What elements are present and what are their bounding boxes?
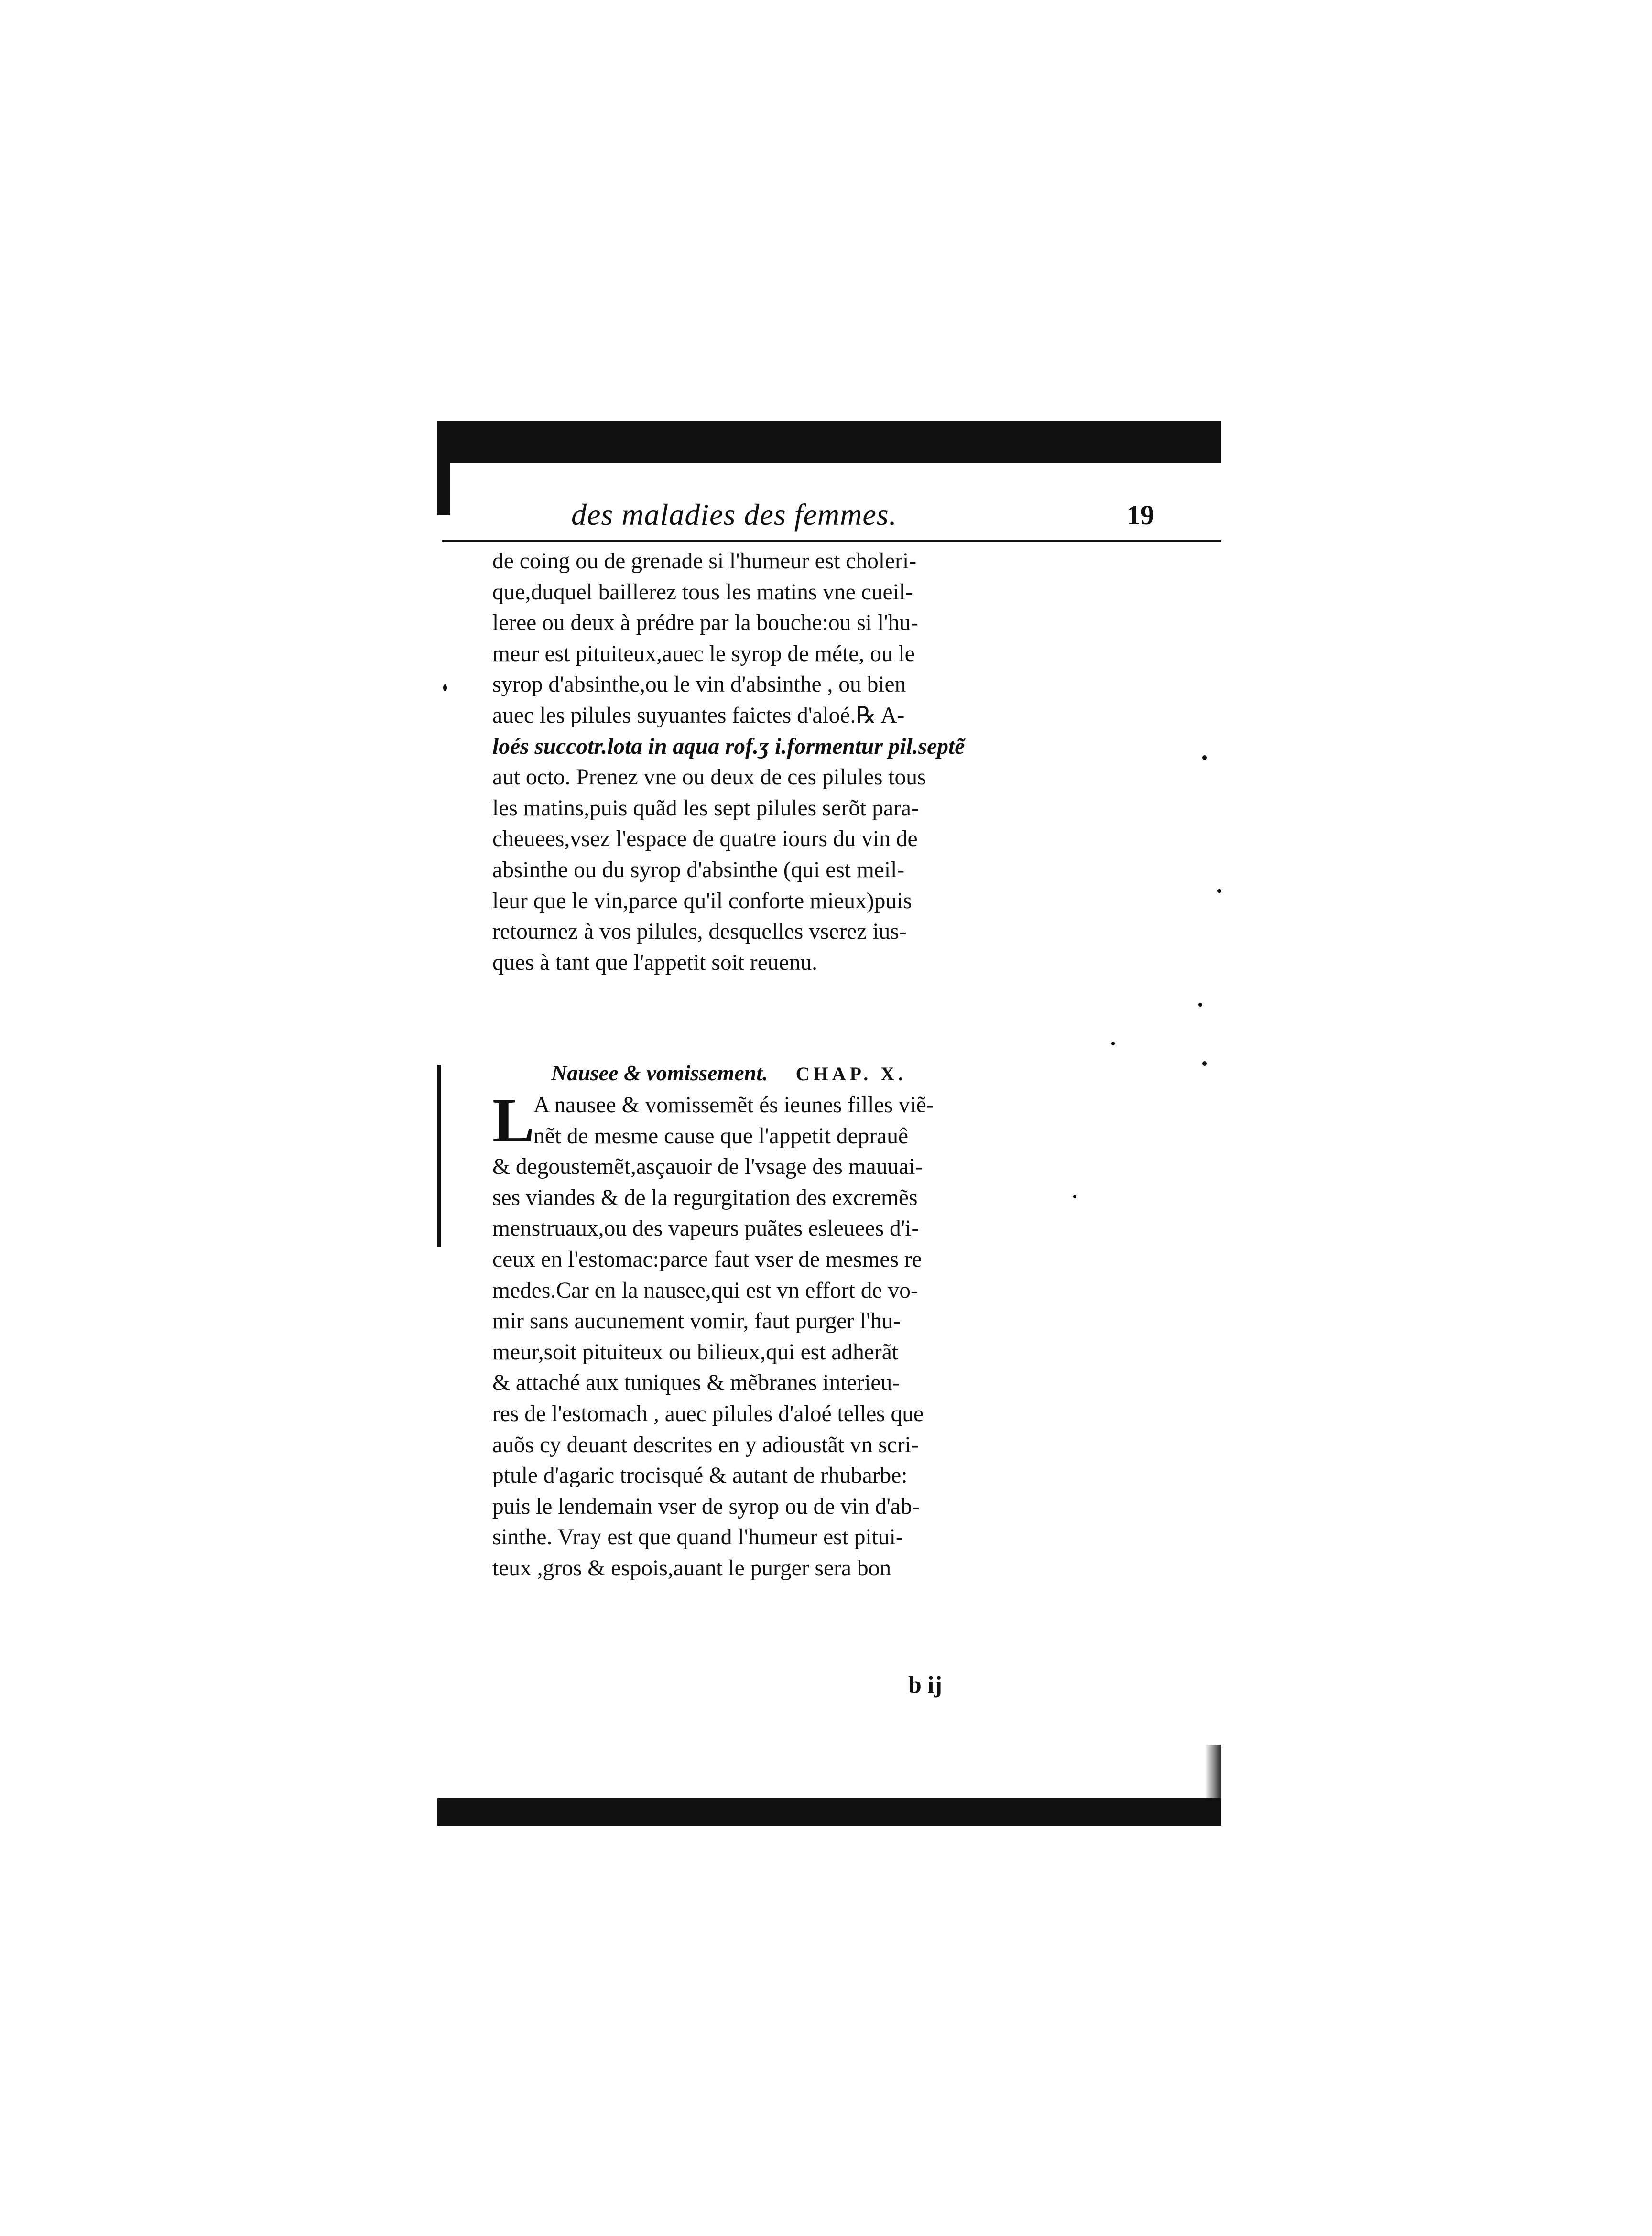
text-line: ptule d'agaric trocisqué & autant de rhubarbe: <box>492 1463 908 1488</box>
gutter-shadow <box>437 1065 441 1247</box>
ink-speck <box>443 684 447 691</box>
ink-speck <box>1217 889 1221 893</box>
text-line: de coing ou de grenade si l'humeur est choleri- <box>492 549 917 574</box>
text-line: & degoustemẽt,asçauoir de l'vsage des mauuai- <box>492 1154 923 1180</box>
text-line: cheuees,vsez l'espace de quatre iours du vin de <box>492 826 918 852</box>
text-line: ceux en l'estomac:parce faut vser de mesmes re <box>492 1247 922 1272</box>
text-line: auec les pilules suyuantes faictes d'aloé.℞ A- <box>492 703 905 728</box>
page-number: 19 <box>1127 499 1154 531</box>
scan-border-bottom <box>437 1798 1221 1826</box>
text-line: & attaché aux tuniques & mẽbranes interieu- <box>492 1370 900 1396</box>
text-line: aut octo. Prenez vne ou deux de ces pilules tous <box>492 765 926 790</box>
chapter-text <box>492 1085 1056 1584</box>
ink-speck <box>1111 1042 1115 1045</box>
text-line: mir sans aucunement vomir, faut purger l'hu- <box>492 1309 901 1334</box>
chapter-title: Nausee & vomissement. <box>551 1061 768 1085</box>
section-text <box>492 546 1056 978</box>
text-line: ses viandes & de la regurgitation des excremẽs <box>492 1185 918 1210</box>
chapter-heading <box>551 1060 1053 1089</box>
text-line: puis le lendemain vser de syrop ou de vin d'ab- <box>492 1494 920 1519</box>
ink-speck <box>1198 1003 1202 1007</box>
chapter-number: CHAP. X. <box>795 1063 907 1085</box>
page-header <box>571 497 1154 545</box>
text-line: absinthe ou du syrop d'absinthe (qui est meil- <box>492 857 905 882</box>
text-line: menstruaux,ou des vapeurs puãtes esleuees d'i- <box>492 1216 919 1241</box>
ink-speck <box>1202 755 1207 760</box>
page-curl-shadow <box>1205 1745 1221 1798</box>
scan-edge-mark <box>437 463 450 515</box>
text-line: res de l'estomach , auec pilules d'aloé telles que <box>492 1401 924 1426</box>
text-line: les matins,puis quãd les sept pilules serõt para- <box>492 795 919 821</box>
scan-border-top <box>437 421 1221 463</box>
text-line: syrop d'absinthe,ou le vin d'absinthe , ou bien <box>492 672 906 697</box>
ink-speck <box>1073 1195 1076 1198</box>
text-line: sinthe. Vray est que quand l'humeur est pitui- <box>492 1525 903 1550</box>
text-line: medes.Car en la nausee,qui est vn effort de vo- <box>492 1278 918 1303</box>
text-line: leur que le vin,parce qu'il conforte mieux)puis <box>492 888 912 913</box>
text-line: meur,soit pituiteux ou bilieux,qui est adherãt <box>492 1339 898 1365</box>
drop-cap: L <box>492 1085 535 1155</box>
scanned-page <box>437 421 1221 1826</box>
text-line: ques à tant que l'appetit soit reuenu. <box>492 950 817 975</box>
text-line: retournez à vos pilules, desquelles vserez ius- <box>492 919 907 944</box>
ink-speck <box>1202 1061 1207 1066</box>
signature-mark: b ij <box>908 1671 942 1698</box>
running-title: des maladies des femmes. <box>571 498 897 532</box>
text-line: teux ,gros & espois,auant le purger sera bon <box>492 1555 891 1581</box>
text-line: meur est pituiteux,auec le syrop de méte, ou le <box>492 641 915 666</box>
text-line: A nausee & vomissemẽt és ieunes filles viẽ- <box>533 1093 934 1118</box>
recipe-line: loés succotr.lota in aqua rof.ʒ i.formentur pil.septẽ <box>492 734 965 759</box>
text-line: auõs cy deuant descrites en y adioustãt vn scri- <box>492 1432 919 1457</box>
text-line: que,duquel baillerez tous les matins vne cueil- <box>492 579 913 605</box>
text-line: nẽt de mesme cause que l'appetit deprauê <box>533 1123 909 1149</box>
text-line: leree ou deux à prédre par la bouche:ou si l'hu- <box>492 610 918 636</box>
